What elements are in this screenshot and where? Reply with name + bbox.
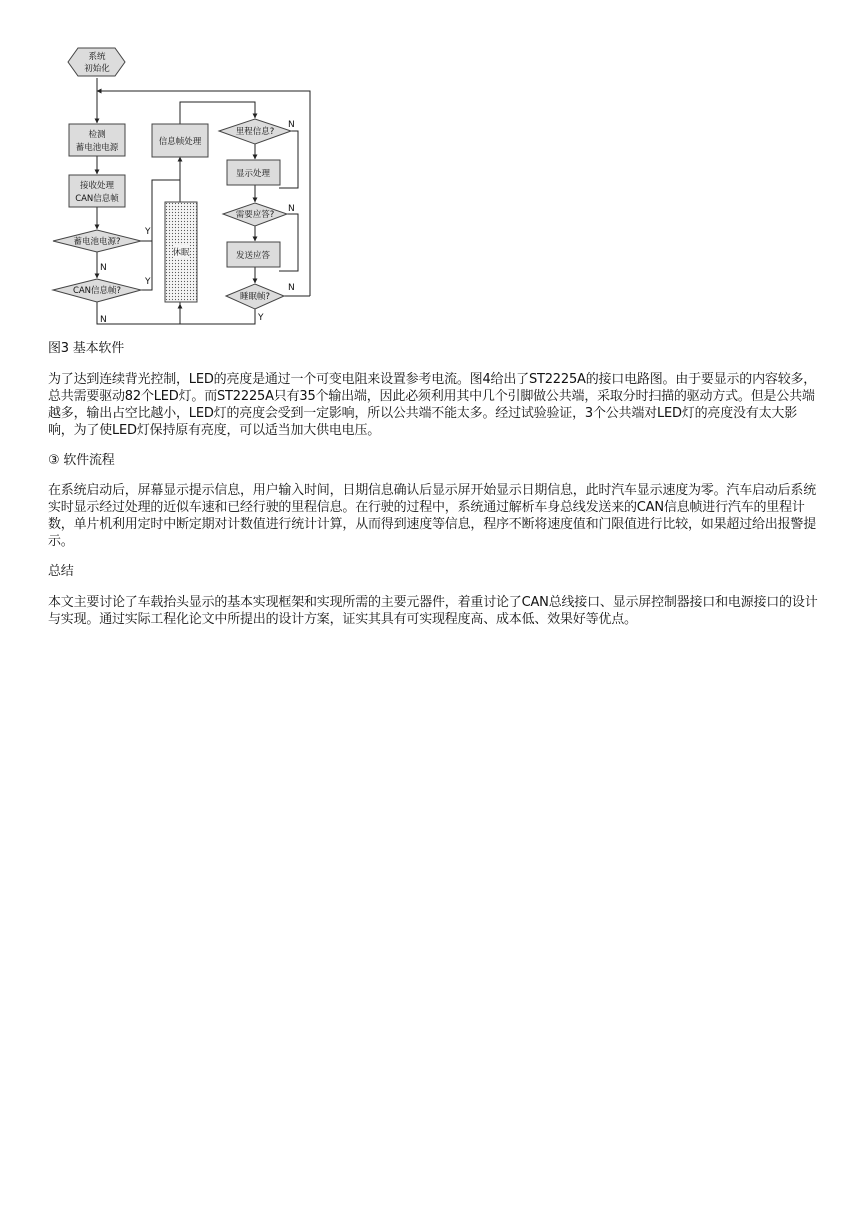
receive-can-label-2: CAN信息帧 (75, 194, 119, 204)
check-battery-label-2: 蓄电池电源 (75, 143, 119, 153)
no-label: N (288, 283, 295, 293)
yes-label: Y (145, 277, 151, 287)
no-label: N (288, 120, 295, 130)
display-process-label: 显示处理 (235, 169, 271, 179)
info-process-label: 信息帧处理 (158, 137, 202, 147)
no-label: N (288, 204, 295, 214)
receive-can-label-1: 接收处理 (79, 181, 115, 191)
section-heading-software-flow: ③ 软件流程 (48, 453, 115, 468)
sleep-box-label: 休眠 (172, 248, 190, 258)
flowchart-figure (48, 40, 318, 330)
paragraph-3: 本文主要讨论了车载抬头显示的基本实现框架和实现所需的主要元器件，着重讨论了CAN总线接口、显示屏控制器接口和电源接口的设计与实现。通过实际工程化论文中所提出的设计方案，证实其具有可实现程度高、成本低、效果好等优点。 (48, 595, 818, 627)
section-heading-summary: 总结 (48, 564, 74, 579)
no-label: N (100, 263, 107, 273)
mileage-decision-label: 里程信息? (235, 127, 275, 137)
start-node-label-2: 初始化 (84, 64, 110, 74)
figure-caption: 图3 基本软件 (48, 341, 125, 356)
can-decision-label: CAN信息帧? (72, 286, 122, 296)
start-node-label-1: 系统 (88, 52, 106, 62)
check-battery-label-1: 检测 (88, 130, 106, 140)
need-reply-decision-label: 需要应答? (235, 210, 275, 220)
paragraph-2: 在系统启动后，屏幕显示提示信息，用户输入时间，日期信息确认后显示屏开始显示日期信息，此时汽车显示速度为零。汽车启动后系统实时显示经过处理的近似车速和已经行驶的里程信息。在行驶的过程中，系统通过解析车身总线发送来的CAN信息帧进行汽车的里程计数，单片机利用定时中断定期对计数值进行统计计算，从而得到速度等信息，程序不断将速度值和门限值进行比较，如果超过给出报警提示。 (48, 483, 817, 549)
yes-label: Y (258, 313, 264, 323)
yes-label: Y (145, 227, 151, 237)
no-label: N (100, 315, 107, 325)
sleep-frame-decision-label: 睡眠帧? (239, 292, 271, 302)
battery-decision-label: 蓄电池电源? (73, 237, 121, 247)
paragraph-1: 为了达到连续背光控制，LED的亮度是通过一个可变电阻来设置参考电流。图4给出了ST2225A的接口电路图。由于要显示的内容较多，总共需要驱动82个LED灯。而ST2225A只有35个输出端，因此必须利用其中几个引脚做公共端，采取分时扫描的驱动方式。但是公共端越多，输出占空比越小，LED灯的亮度会受到一定影响，所以公共端不能太多。经过试验验证，3个公共端对LED灯的亮度没有太大影响，为了使LED灯保持原有亮度，可以适当加大供电电压。 (48, 372, 817, 438)
send-reply-label: 发送应答 (235, 251, 271, 261)
